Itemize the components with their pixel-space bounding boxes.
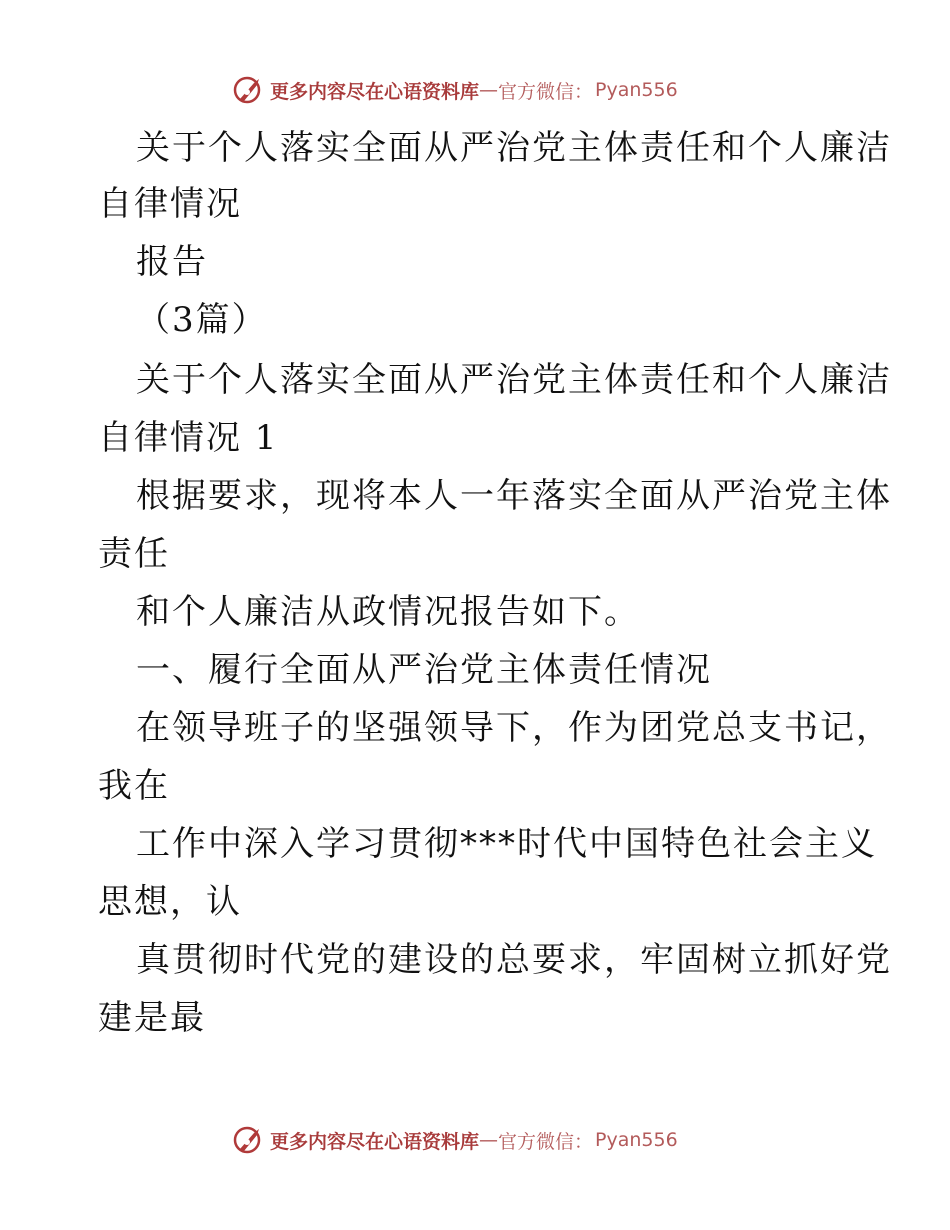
watermark-main-text: 更多内容尽在心语资料库 (270, 1130, 480, 1153)
title-line-3: 报告 (136, 242, 208, 282)
section-title-line-1: 关于个人落实全面从严治党主体责任和个人廉洁 (136, 360, 892, 400)
watermark-sub-text: 官方微信： (498, 1130, 594, 1153)
paragraph-line: 在领导班子的坚强领导下，作为团党总支书记， (136, 708, 892, 748)
watermark-dash: — (479, 1129, 499, 1151)
title-line-2: 自律情况 (98, 184, 242, 224)
paragraph-line: 根据要求，现将本人一年落实全面从严治党主体 (136, 476, 892, 516)
paragraph-line: 我在 (98, 766, 170, 806)
header-watermark (232, 70, 732, 110)
title-line-1: 关于个人落实全面从严治党主体责任和个人廉洁 (136, 128, 892, 168)
watermark-wechat-id: Pyan556 (595, 1129, 678, 1151)
title-count: （3篇） (136, 300, 268, 340)
footer-watermark (232, 1120, 732, 1160)
watermark-main-text: 更多内容尽在心语资料库 (270, 80, 480, 103)
section-title-line-2: 自律情况 1 (98, 418, 279, 458)
paragraph-line: 真贯彻时代党的建设的总要求，牢固树立抓好党 (136, 940, 892, 980)
paragraph-line: 工作中深入学习贯彻***时代中国特色社会主义 (136, 824, 877, 864)
paragraph-line: 责任 (98, 534, 170, 574)
section-heading: 一、履行全面从严治党主体责任情况 (136, 650, 712, 690)
pen-nib-logo-icon (232, 73, 266, 107)
paragraph-line: 和个人廉洁从政情况报告如下。 (136, 592, 640, 632)
pen-nib-logo-icon (232, 1123, 266, 1157)
watermark-sub-text: 官方微信： (498, 80, 594, 103)
watermark-wechat-id: Pyan556 (595, 79, 678, 101)
paragraph-line: 建是最 (98, 998, 206, 1038)
paragraph-line: 思想，认 (98, 882, 242, 922)
watermark-dash: — (479, 79, 499, 101)
